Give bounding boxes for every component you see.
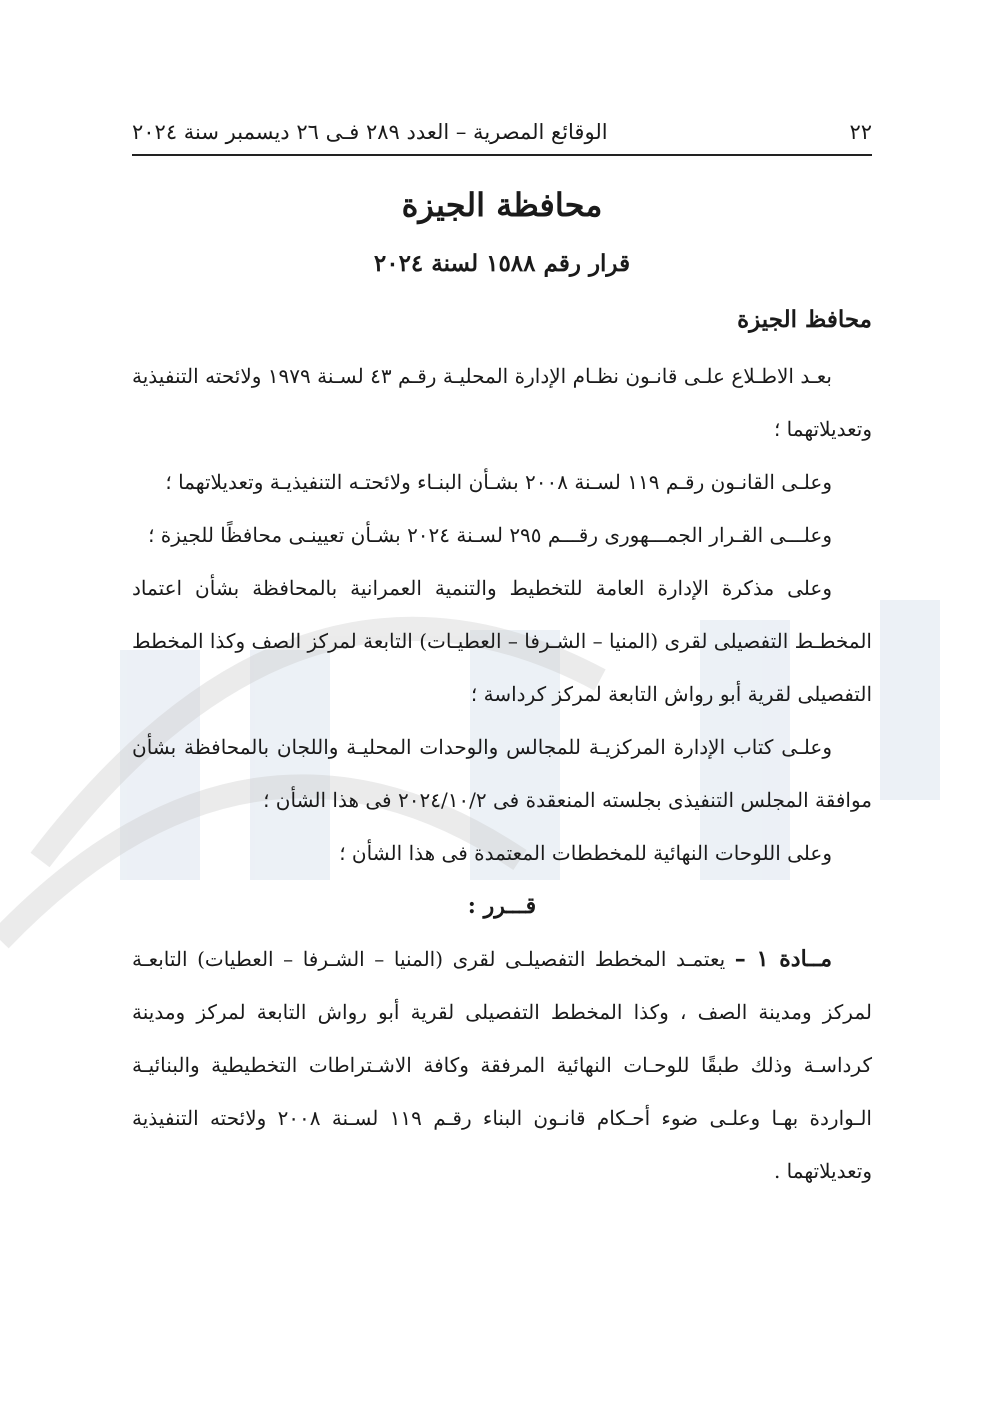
decree-body [132, 350, 872, 1198]
article-text: يعتمـد المخطط التفصيلـى لقرى (المنيا – الشـرفا – العطيات) التابعـة لمركز ومدينة الصف ، وكذا المخطط التفصيلى لقرية أبو رواش التابعة لمركز ومدينة كرداسـة وذلك طبقًا للوحـات النهائية المرفقة وكافة الاشـتراطات التخطيطية والبنائيـة الـواردة بهـا وعلـى ضوء أحـكام قانـون البناء رقـم ١١٩ لسـنة ٢٠٠٨ ولائحته التنفيذية وتعديلاتهما . [132, 947, 872, 1183]
issuer-heading: محافظ الجيزة [737, 306, 872, 333]
preamble-clause-3: وعلـــى القـرار الجمـــهورى رقـــم ٢٩٥ لسـنة ٢٠٢٤ بشـأن تعيينـى محافظًا للجيزة ؛ [148, 523, 832, 547]
preamble-clause-1: بعـد الاطـلاع علـى قانـون نظـام الإدارة المحليـة رقـم ٤٣ لسـنة ١٩٧٩ ولائحته التنفيذية وتعديلاتهما ؛ [132, 364, 872, 441]
preamble-clause-6: وعلى اللوحات النهائية للمخططات المعتمدة فى هذا الشأن ؛ [339, 841, 832, 865]
page-number: ٢٢ [849, 120, 872, 144]
decree-number: قرار رقم ١٥٨٨ لسنة ٢٠٢٤ [373, 250, 631, 277]
article-1 [132, 933, 872, 1198]
publication-info: الوقائع المصرية – العدد ٢٨٩ فـى ٢٦ ديسمبر سنة ٢٠٢٤ [132, 120, 608, 144]
document-title: محافظة الجيزة [401, 186, 603, 224]
running-header [132, 112, 872, 152]
preamble-clause-5: وعلـى كتاب الإدارة المركزيـة للمجالس والوحدات المحليـة واللجان بالمحافظة بشأن موافقة المجلس التنفيذى بجلسته المنعقدة فى ٢٠٢٤/١٠/٢ فى هذا الشأن ؛ [132, 735, 872, 812]
preamble-clause-4: وعلى مذكرة الإدارة العامة للتخطيط والتنمية العمرانية بالمحافظة بشأن اعتماد المخطـط التفصيلى لقرى (المنيا – الشـرفا – العطيـات) التابعة لمركز الصف وكذا المخطط التفصيلى لقرية أبو رواش التابعة لمركز كرداسة ؛ [132, 576, 872, 706]
header-divider [132, 154, 872, 156]
article-label: مــادة ١ – [734, 946, 832, 972]
decision-heading: قـــرر : [467, 893, 537, 919]
preamble-clause-2: وعلـى القانـون رقـم ١١٩ لسـنة ٢٠٠٨ بشـأن البنـاء ولائحتـه التنفيذيـة وتعديلاتهما ؛ [165, 470, 832, 494]
